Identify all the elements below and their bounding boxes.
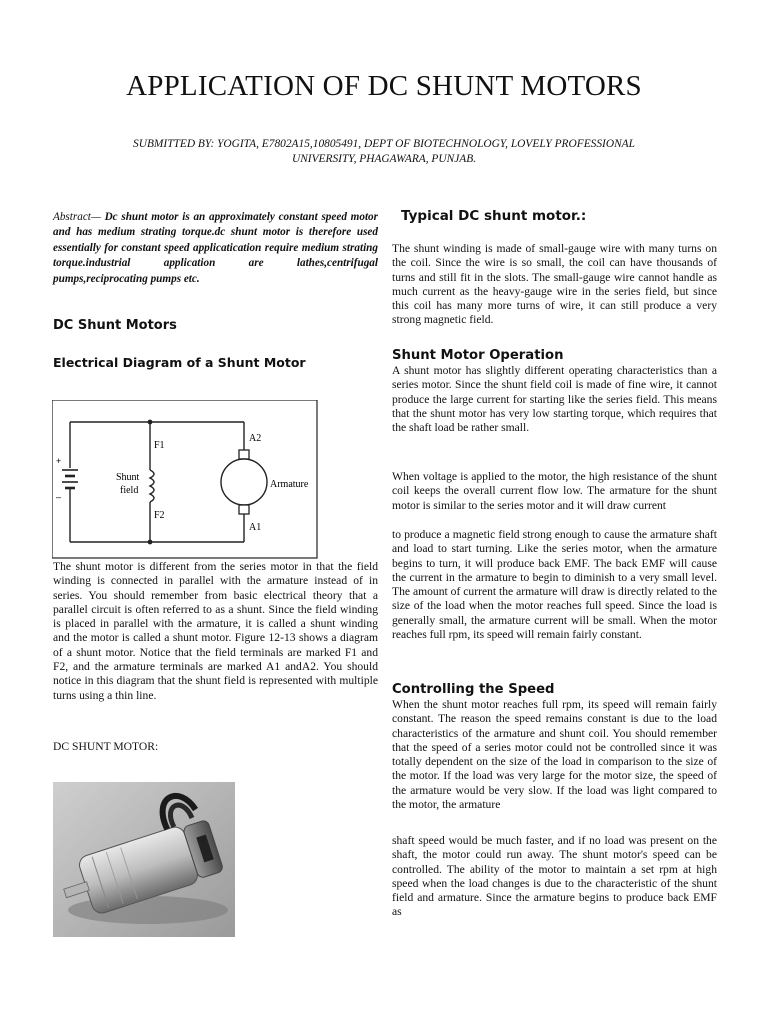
brush-bottom [239,505,249,514]
page-title: APPLICATION OF DC SHUNT MOTORS [126,70,642,102]
shunt-winding-paragraph: The shunt winding is made of small-gauge wire with many turns on the coil. Since the wire is so small, the coil can have thousands of turns and still fit in the slots. The small-gauge wire cannot handle as much current as the heavy-gauge wire in the series field, but since this coil has many more turns of wire, it can still produce a very strong magnetic field. [392,242,717,327]
label-minus: – [56,492,62,502]
section-heading-shunt-motor-operation: Shunt Motor Operation [392,348,564,363]
operation-paragraph-2: When voltage is applied to the motor, the high resistance of the shunt coil keeps the overall current flow low. The armature for the shunt motor is similar to the series motor and it will draw current [392,470,717,512]
operation-paragraph-3: to produce a magnetic field strong enough to cause the armature shaft and load to start turning. Like the series motor, when the armature begins to turn, it will produce back EMF. The back EMF will cause the current in the armature to begin to diminish to a very small level. The amount of current the armature will draw is directly related to the size of the load when the motor reaches full speed. Since the load is generally small, the armature current will be small. When the motor reaches full rpm, its speed will remain fairly constant. [392,528,717,642]
byline-line-2: UNIVERSITY, PHAGAWARA, PUNJAB. [291,153,477,165]
shunt-motor-diagram [52,400,318,560]
section-heading-dc-shunt-motors: DC Shunt Motors [53,318,177,333]
speed-paragraph-2: shaft speed would be much faster, and if no load was present on the shaft, the motor could run away. The shunt motor's speed can be controlled. The ability of the motor to maintain a set rpm at high speed when the load changes is due to the characteristic of the shunt field and armature. Since the armature begins to produce back EMF as [392,834,717,919]
byline-line-1: SUBMITTED BY: YOGITA, E7802A15,10805491, DEPT OF BIOTECHNOLOGY, LOVELY PROFESSIONAL [133,138,635,150]
section-heading-electrical-diagram: Electrical Diagram of a Shunt Motor [53,355,306,370]
speed-paragraph-1: When the shunt motor reaches full rpm, its speed will remain fairly constant. The reason the speed remains constant is due to the load characteristics of the armature and shunt coil. You should remember that the speed of a series motor could not be controlled since it was totally dependent on the size of the load in comparison to the size of the motor. If the load was very large for the motor size, the speed of the armature would be very slow. If the load was light compared to the motor, the armature [392,698,717,812]
abstract-label: Abstract— [53,211,101,223]
armature-circle [221,459,267,505]
abstract [53,210,378,287]
dc-shunt-motor-photo [53,782,235,937]
section-heading-controlling-the-speed: Controlling the Speed [392,682,555,697]
shunt-motor-paragraph: The shunt motor is different from the series motor in that the field winding is connected in parallel with the armature instead of in series. You should remember from basic electrical theory that a parallel circuit is often referred to as a shunt. Since the field winding is placed in parallel with the armature, it is called a shunt winding and the motor is called a shunt motor. Figure 12-13 shows a diagram of a shunt motor. Notice that the field terminals are marked F1 and F2, and the armature terminals are marked A1 andA2. You should notice in this diagram that the shunt field is represented with multiple turns using a thin line. [53,560,378,702]
left-column [53,210,378,753]
label-a1: A1 [249,522,262,533]
byline [60,137,708,167]
label-armature: Armature [270,479,309,490]
label-field: field [120,485,139,496]
dc-shunt-motor-caption: DC SHUNT MOTOR: [53,740,159,753]
label-plus: + [56,456,62,466]
abstract-text: Dc shunt motor is an approximately constant speed motor and has medium strating torque.dc shunt motor is therefore used essentially for constant speed applicatication require medium strating torque.industrial application are lathes,centrifugal pumps,reciprocating pumps etc. [53,211,378,285]
label-shunt: Shunt [116,472,140,483]
section-heading-typical-dc-shunt-motor: Typical DC shunt motor.: [401,208,587,224]
label-f1: F1 [154,440,165,451]
operation-paragraph-1: A shunt motor has slightly different operating characteristics than a series motor. Since the shunt field coil is made of fine wire, it cannot produce the large current for starting like the series field. This means that the shunt motor has very low starting torque, which requires that the shaft load be rather small. [392,364,717,435]
label-a2: A2 [249,433,262,444]
label-f2: F2 [154,510,165,521]
brush-top [239,450,249,459]
